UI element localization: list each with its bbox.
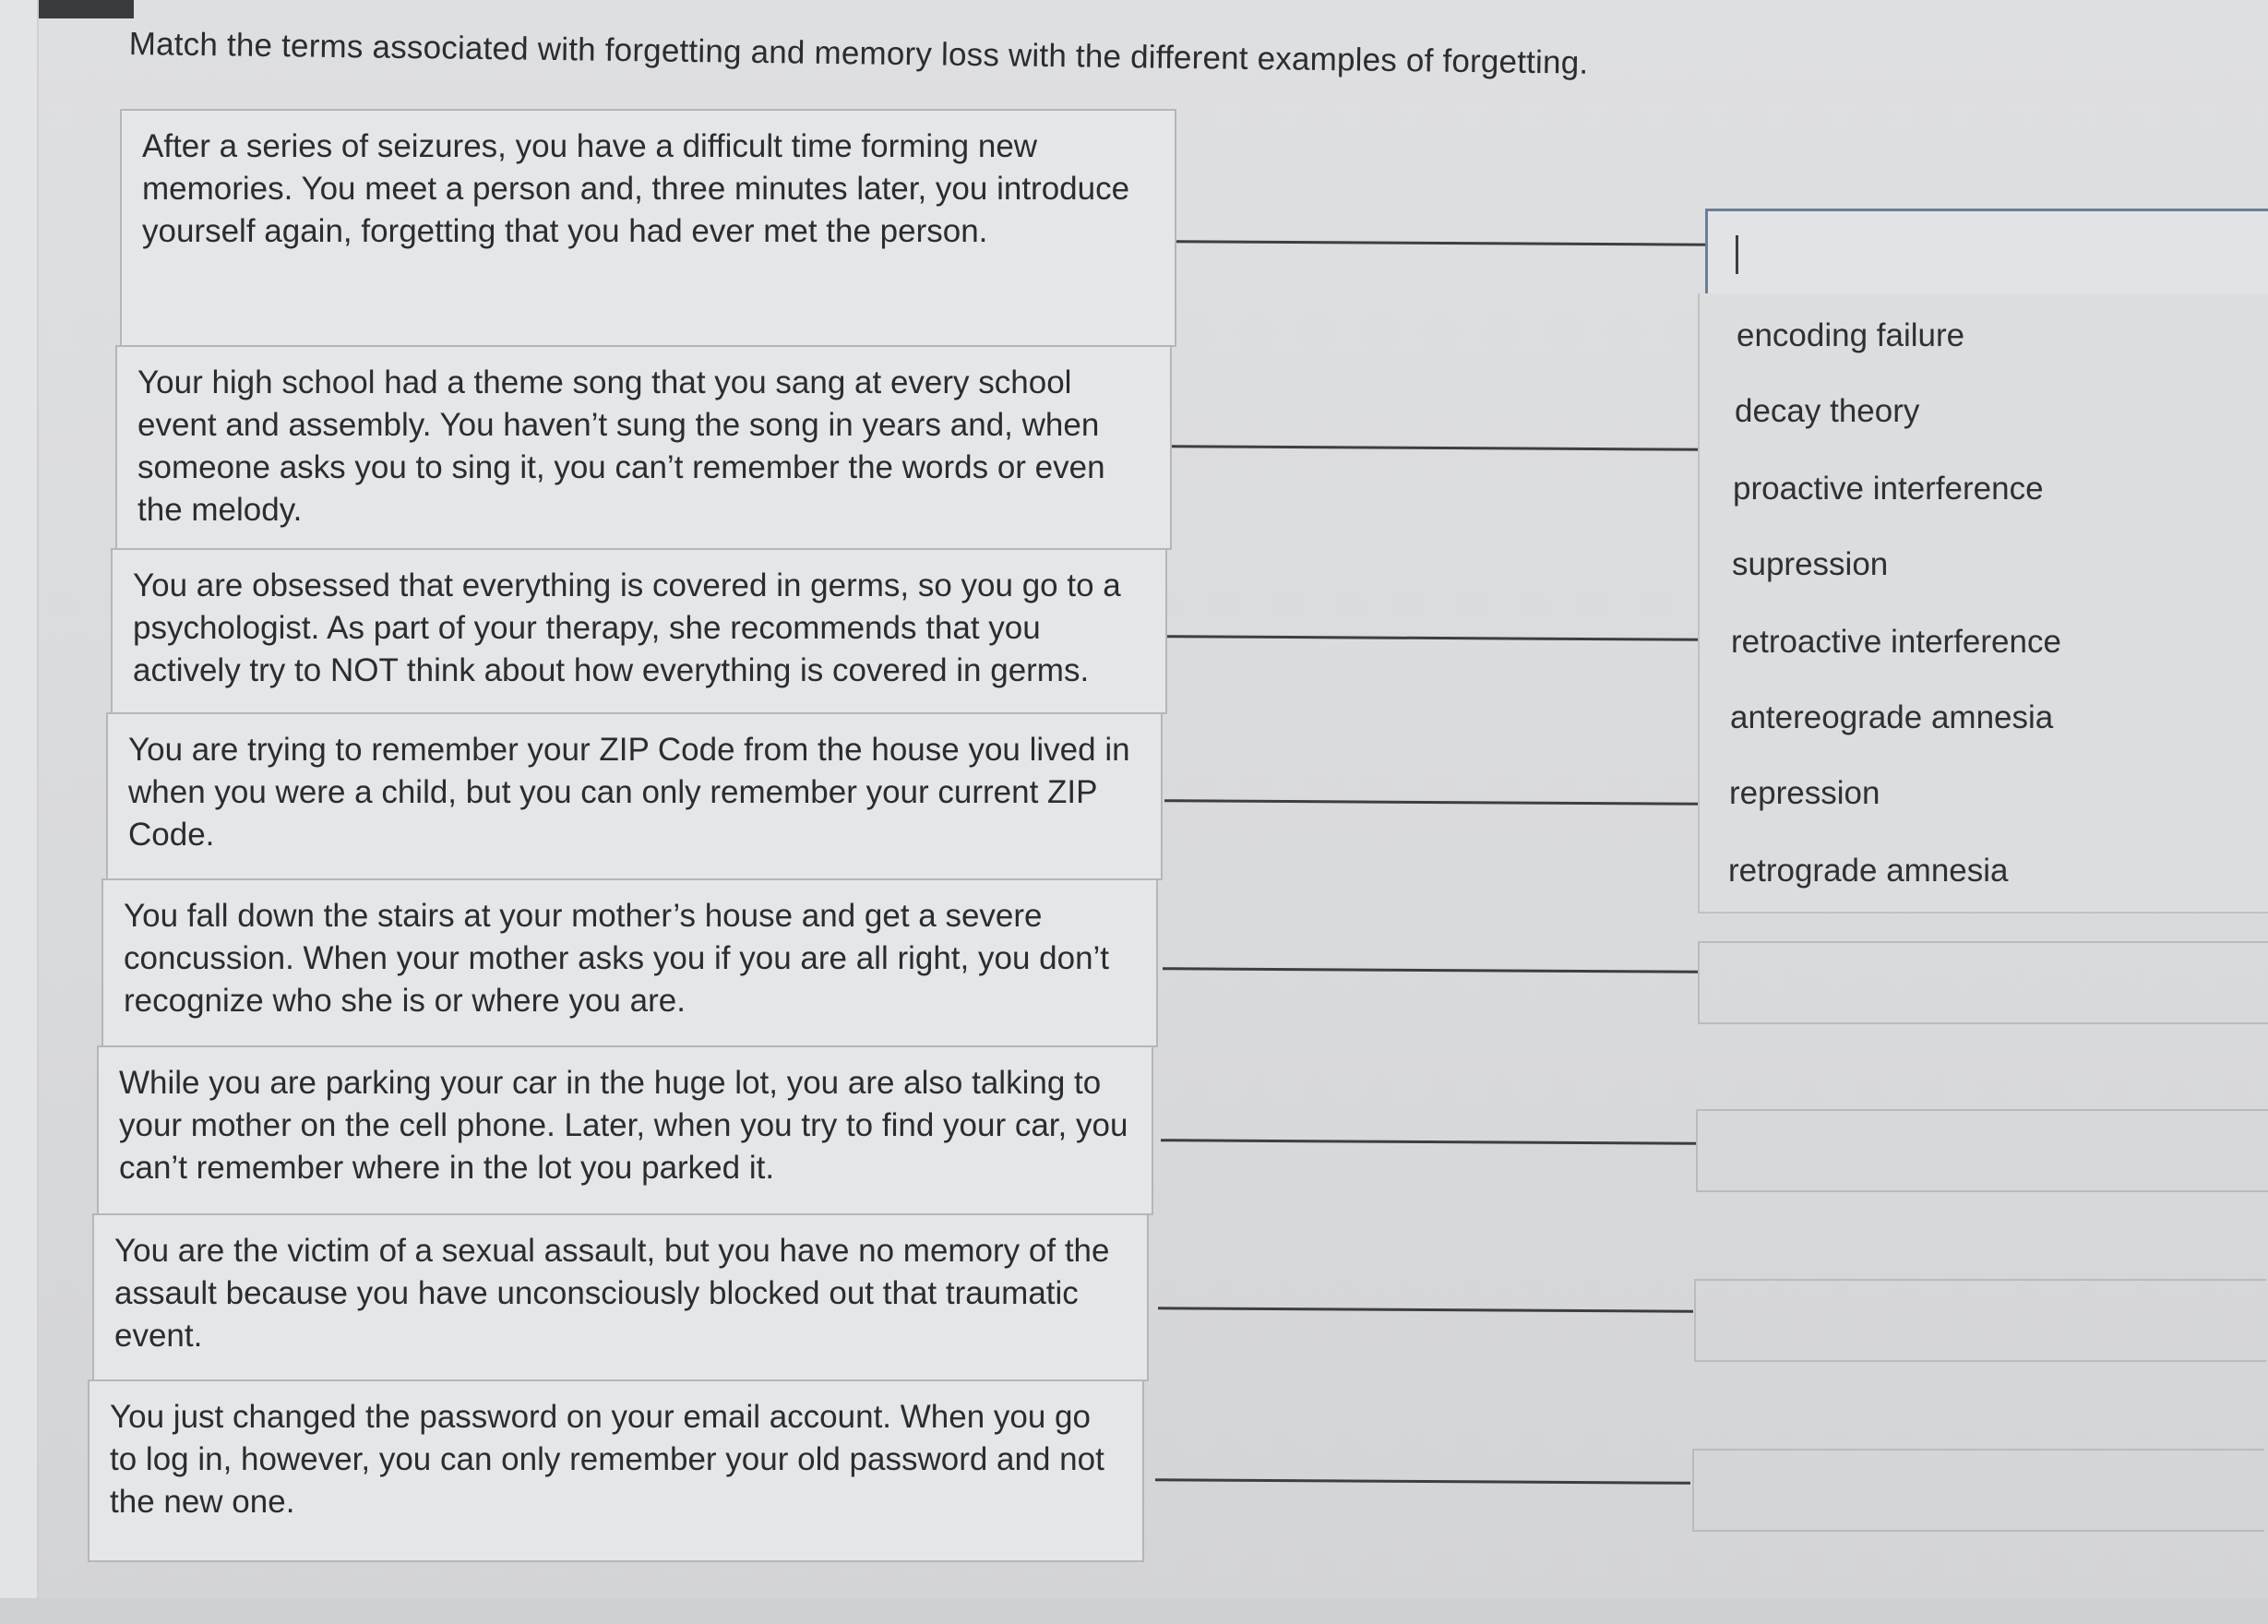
prompt-text: You just changed the password on your email account. When you go to log in, however, you can only remember your old password and not the new one. xyxy=(110,1399,1104,1520)
choice-option[interactable]: retroactive interference xyxy=(1731,624,2061,660)
choice-option[interactable]: proactive interference xyxy=(1733,471,2044,507)
prompt-item-4 xyxy=(106,712,1163,880)
answer-slot-5[interactable] xyxy=(1698,941,2268,1024)
choice-option[interactable]: supression xyxy=(1732,546,1889,582)
connector-line xyxy=(1176,240,1712,246)
bottom-edge xyxy=(0,1598,2268,1624)
connector-line xyxy=(1161,1139,1696,1145)
prompt-text: You fall down the stairs at your mother’s house and get a severe concussion. When your mother asks you if you are all right, you don’t recognize who she is or where you are. xyxy=(124,898,1110,1019)
prompt-item-1 xyxy=(120,109,1176,347)
choice-option[interactable]: retrograde amnesia xyxy=(1728,853,2009,889)
top-tab xyxy=(28,0,134,18)
prompt-text: You are trying to remember your ZIP Code from the house you lived in when you were a child, but you can only remember your current ZIP Code. xyxy=(128,732,1130,853)
prompt-item-2 xyxy=(115,345,1172,550)
answer-slot-6[interactable] xyxy=(1696,1109,2268,1192)
prompt-text: You are obsessed that everything is covered in germs, so you go to a psychologist. As part of your therapy, she recommends that you actively try to NOT think about how everything is covered in germs. xyxy=(133,567,1121,688)
prompt-text: Your high school had a theme song that you sang at every school event and assembly. You haven’t sung the song in years and, when someone asks you to sing it, you can’t remember the words or even the melody. xyxy=(137,364,1105,528)
prompt-text: You are the victim of a sexual assault, but you have no memory of the assault because you have unconsciously blocked out that traumatic event. xyxy=(114,1233,1110,1354)
choice-option[interactable]: decay theory xyxy=(1735,393,1920,429)
answer-slot-7[interactable] xyxy=(1694,1279,2266,1362)
text-cursor xyxy=(1736,235,1738,274)
choice-option[interactable]: repression xyxy=(1729,775,1880,811)
connector-line xyxy=(1172,445,1707,451)
connector-line xyxy=(1163,967,1698,973)
prompt-item-6 xyxy=(97,1045,1153,1215)
prompt-item-7 xyxy=(92,1213,1149,1381)
answer-dropdown-list xyxy=(1698,293,2268,914)
connector-line xyxy=(1155,1478,1690,1485)
connector-line xyxy=(1167,635,1702,641)
choice-option[interactable]: antereograde amnesia xyxy=(1730,699,2054,735)
prompt-item-5 xyxy=(101,878,1158,1047)
answer-slot-1[interactable] xyxy=(1705,209,2268,303)
prompt-text: While you are parking your car in the huge lot, you are also talking to your mother on the cell phone. Later, when you try to find your car, you can’t remember where in the lot you parked it. xyxy=(119,1065,1128,1186)
prompt-item-3 xyxy=(111,548,1167,714)
prompt-item-8 xyxy=(88,1379,1144,1562)
left-edge-strip xyxy=(0,0,39,1606)
connector-line xyxy=(1158,1307,1693,1313)
choice-option[interactable]: encoding failure xyxy=(1737,317,1965,353)
prompt-text: After a series of seizures, you have a difficult time forming new memories. You meet a person and, three minutes later, you introduce yourself again, forgetting that you had ever met the person. xyxy=(142,128,1130,249)
connector-line xyxy=(1164,799,1700,806)
question-instruction: Match the terms associated with forgetting and memory loss with the different examples of forgetting. xyxy=(128,26,1589,81)
answer-slot-8[interactable] xyxy=(1692,1449,2264,1532)
